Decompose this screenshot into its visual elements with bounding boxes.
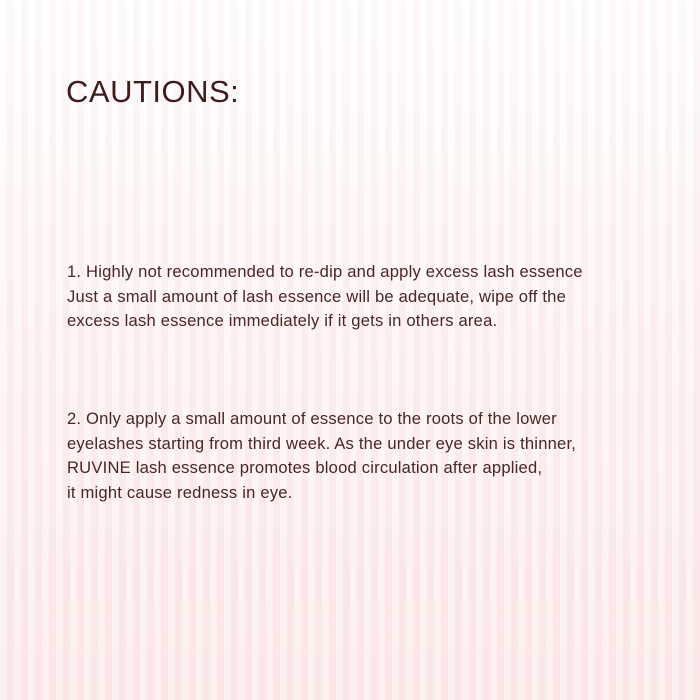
caution-item-2	[67, 407, 667, 505]
caution-item-1	[67, 260, 667, 334]
page-title: CAUTIONS:	[66, 74, 240, 109]
caution-2-line-2: eyelashes starting from third week. As the under eye skin is thinner,	[67, 433, 577, 453]
caution-2-line-1: 2. Only apply a small amount of essence to the roots of the lower	[67, 409, 557, 428]
caution-2-line-4: it might cause redness in eye.	[67, 482, 293, 502]
caution-1-line-3: excess lash essence immediately if it gets in others area.	[67, 311, 498, 330]
caution-1-line-2: Just a small amount of lash essence will be adequate, wipe off the	[67, 286, 567, 306]
caution-2-line-3: RUVINE lash essence promotes blood circulation after applied,	[67, 458, 543, 477]
caution-1-line-1: 1. Highly not recommended to re-dip and apply excess lash essence	[67, 262, 583, 281]
